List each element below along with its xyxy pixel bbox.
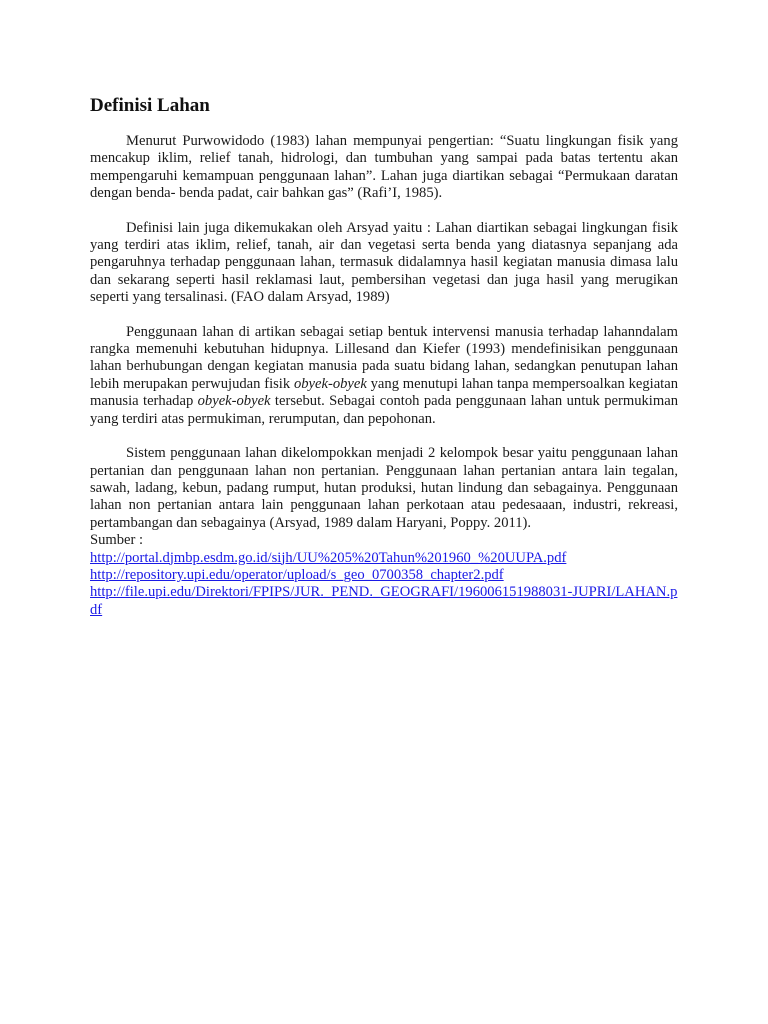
italic-term: obyek-obyek (197, 393, 271, 410)
paragraph-text: Penggunaan lahan di artikan sebagai setiap bentuk intervensi manusia terhadap lahanndalam rangka memenuhi kebutuhan hidupnya. Lillesand dan Kiefer (1993) mendefinisikan penggunaan lahan berhubungan dengan kegiatan manusia pada suatu bidang lahan, sedangkan penutupan lahan lebih merupakan perwujudan fisik (90, 323, 678, 392)
paragraph-purwowidodo: Menurut Purwowidodo (1983) lahan mempunyai pengertian: “Suatu lingkungan fisik yang mencakup iklim, relief tanah, hidrologi, dan tumbuhan yang sampai pada batas tertentu akan mempengaruhi kemampuan penggunaan lahan”. Lahan juga diartikan sebagai “Permukaan daratan dengan benda- benda padat, cair bahkan gas” (Rafi’I, 1985). (90, 133, 678, 202)
sources-section (90, 532, 678, 619)
document-title: Definisi Lahan (90, 95, 210, 116)
paragraph-text: tersebut. Sebagai contoh pada penggunaan lahan untuk permukiman yang terdiri atas permukiman, rerumputan, dan pepohonan. (90, 393, 678, 427)
paragraph-text: yang menutupi lahan tanpa mempersoalkan kegiatan manusia terhadap (90, 375, 678, 410)
italic-term: obyek-obyek (293, 375, 367, 392)
source-link-file-upi[interactable]: http://file.upi.edu/Direktori/FPIPS/JUR._PEND._GEOGRAFI/196006151988031-JUPRI/LAHAN.pdf (90, 584, 678, 618)
source-link-djmbp[interactable]: http://portal.djmbp.esdm.go.id/sijh/UU%205%20Tahun%201960_%20UUPA.pdf (90, 549, 567, 566)
paragraph-arsyad: Definisi lain juga dikemukakan oleh Arsyad yaitu : Lahan diartikan sebagai lingkungan fisik yang terdiri atas iklim, relief, tanah, air dan vegetasi serta benda yang diatasnya sepanjang ada pengaruhnya terhadap penggunaan lahan, termasuk didalamnya hasil kegiatan manusia dimasa lalu dan sekarang seperti hasil reklamasi laut, pembersihan vegetasi dan juga hasil yang merugikan seperti yang tersalinasi. (FAO dalam Arsyad, 1989) (90, 219, 678, 306)
paragraph-penggunaan-lahan (90, 324, 678, 428)
sources-label: Sumber : (90, 532, 144, 549)
source-link-repository-upi[interactable]: http://repository.upi.edu/operator/upload/s_geo_0700358_chapter2.pdf (90, 566, 504, 583)
paragraph-sistem-penggunaan: Sistem penggunaan lahan dikelompokkan menjadi 2 kelompok besar yaitu penggunaan lahan pertanian dan penggunaan lahan non pertanian. Penggunaan lahan pertanian antara lain tegalan, sawah, ladang, kebun, padang rumput, hutan produksi, hutan lindung dan sebagainya. Penggunaan lahan non pertanian antara lain penggunaan lahan perkotaan atau pedesaaan, industri, rekreasi, pertambangan dan sebagainya (Arsyad, 1989 dalam Haryani, Poppy. 2011). (90, 445, 678, 531)
